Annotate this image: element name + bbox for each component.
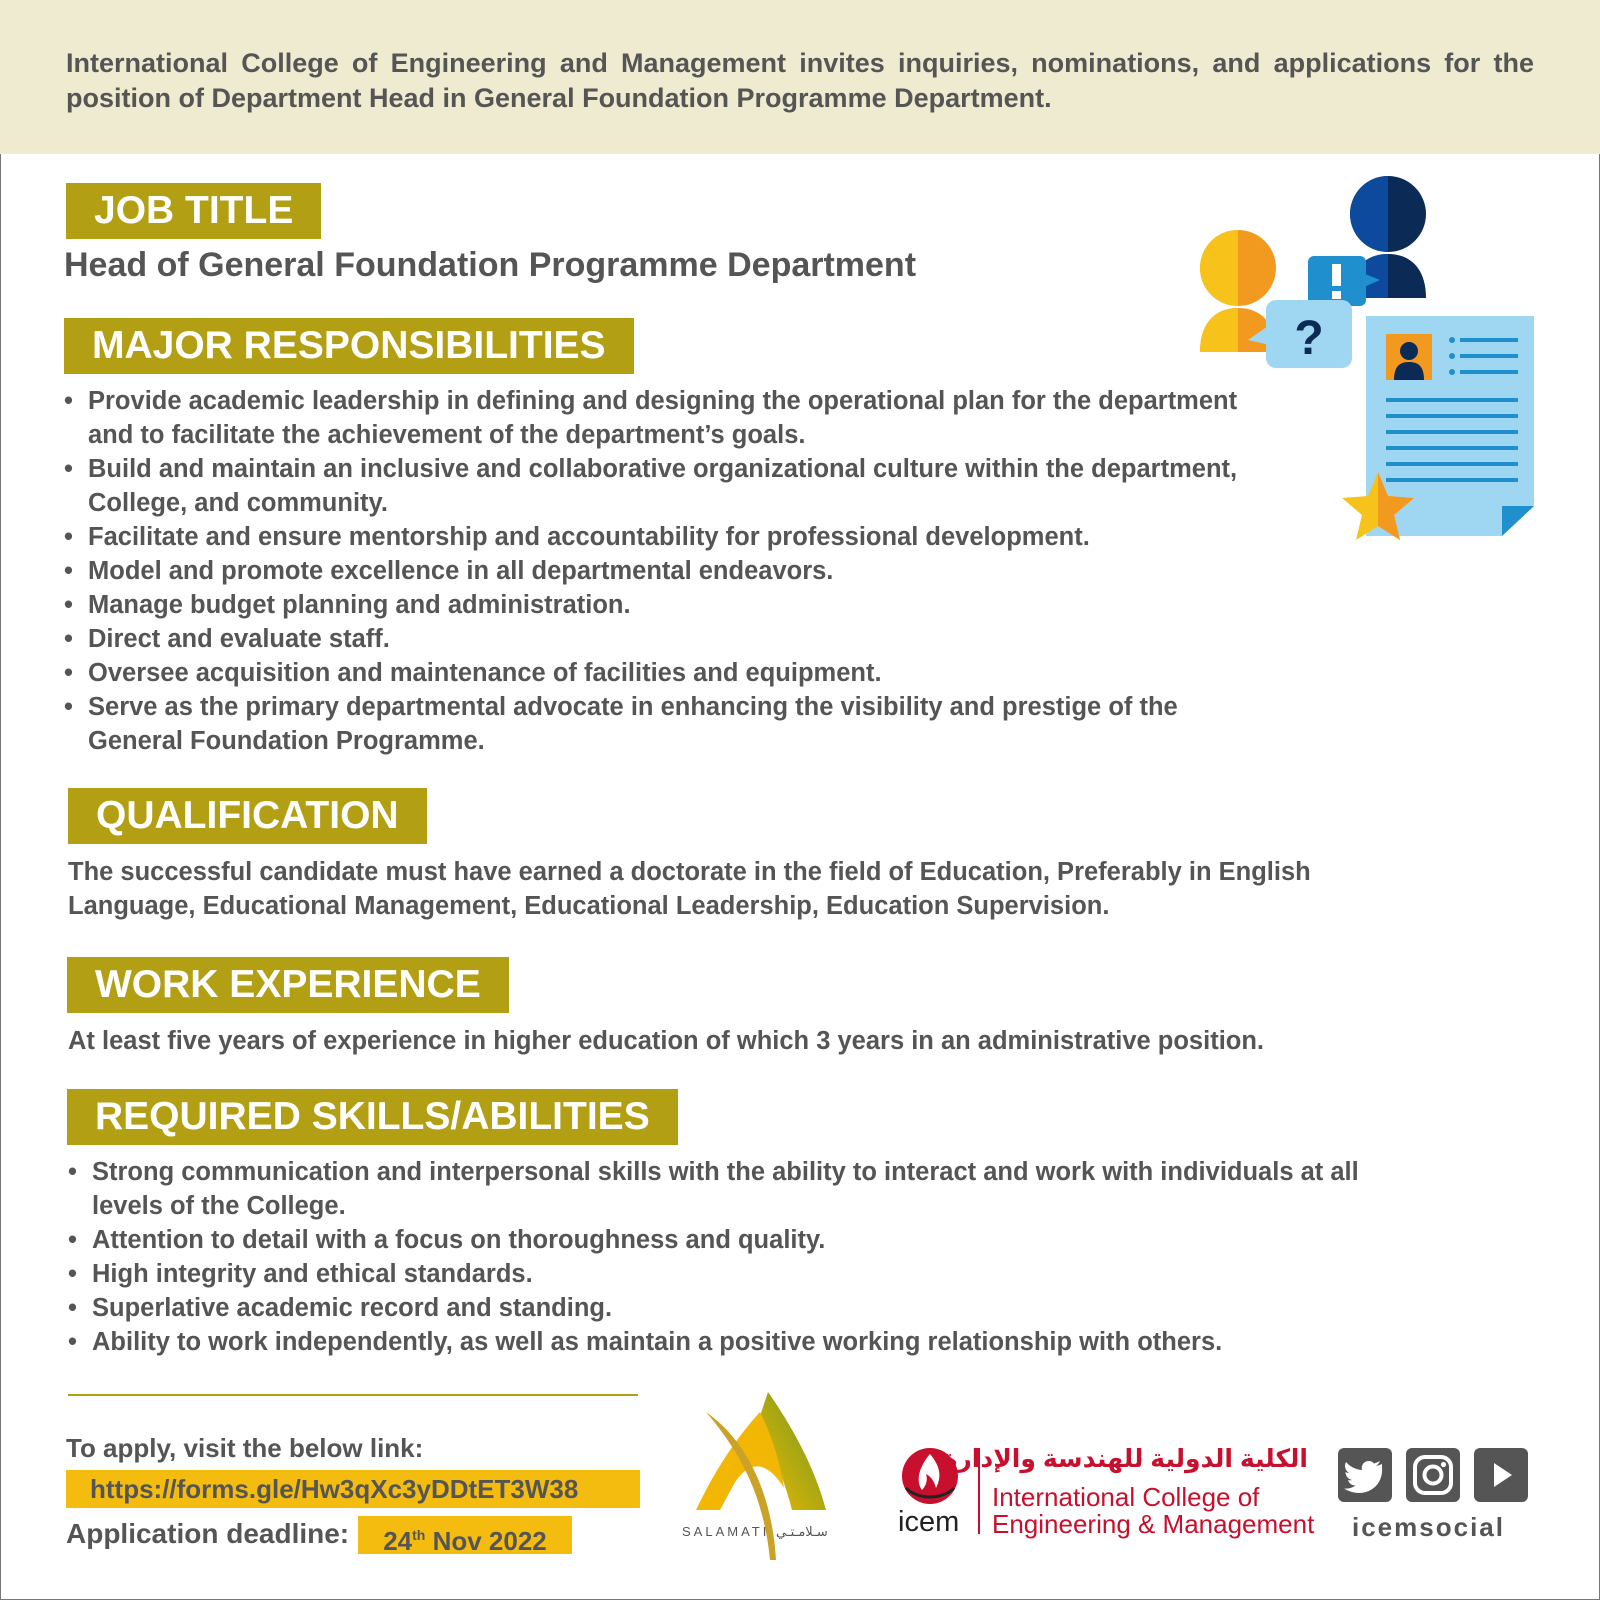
- job-title-heading: JOB TITLE: [66, 183, 321, 239]
- list-item: • Facilitate and ensure mentorship and accountability for professional development.: [64, 520, 1254, 554]
- deadline-day: 24: [383, 1526, 413, 1556]
- recruitment-illustration: [1200, 176, 1540, 566]
- experience-text: At least five years of experience in higher education of which 3 years in an administrative position.: [68, 1027, 1265, 1055]
- deadline-label: Application deadline:: [66, 1518, 350, 1549]
- list-item: • High integrity and ethical standards.: [68, 1257, 1368, 1291]
- question-bubble-icon: [1248, 300, 1352, 368]
- icem-arabic-name: الكلية الدولية للهندسة والإدارة: [942, 1445, 1308, 1473]
- deadline-suffix: th: [412, 1527, 426, 1543]
- icem-name-line1: International College of: [992, 1482, 1260, 1512]
- skills-heading: REQUIRED SKILLS/ABILITIES: [67, 1089, 678, 1145]
- responsibilities-heading: MAJOR RESPONSIBILITIES: [64, 318, 634, 374]
- apply-link[interactable]: https://forms.gle/Hw3qXc3yDDtET3W38: [66, 1470, 640, 1508]
- intro-text: International College of Engineering and Management invites inquiries, nominations, and applications for the position of Department Head in General Foundation Programme Department.: [66, 48, 1534, 113]
- footer-divider: [68, 1394, 638, 1396]
- qualification-heading: QUALIFICATION: [68, 788, 427, 844]
- list-item: • Oversee acquisition and maintenance of facilities and equipment.: [64, 656, 1254, 690]
- salamati-arabic: سـلامـتـي: [775, 1524, 828, 1539]
- svg-text:?: ?: [1294, 312, 1324, 365]
- salamati-text: SALAMATI: [682, 1524, 770, 1539]
- list-item: • Superlative academic record and standing.: [68, 1291, 1368, 1325]
- list-item: • Serve as the primary departmental advocate in enhancing the visibility and prestige of the General Foundation Programme.: [64, 690, 1254, 758]
- list-item: • Provide academic leadership in defining and designing the operational plan for the department and to facilitate the achievement of the department’s goals.: [64, 384, 1254, 452]
- list-item: • Strong communication and interpersonal skills with the ability to interact and work with individuals at all levels of the College.: [68, 1155, 1368, 1223]
- intro-banner: [0, 0, 1600, 154]
- list-item: • Model and promote excellence in all departmental endeavors.: [64, 554, 1254, 588]
- list-item: • Direct and evaluate staff.: [64, 622, 1254, 656]
- qualification-text: The successful candidate must have earned a doctorate in the field of Education, Preferably in English Language, Educational Management, Educational Leadership, Education Supervision.: [68, 858, 1311, 920]
- skills-list: [68, 1155, 1368, 1359]
- social-handle: icemsocial: [1352, 1512, 1505, 1542]
- apply-label: To apply, visit the below link:: [66, 1433, 424, 1463]
- list-item: • Ability to work independently, as well as maintain a positive working relationship with others.: [68, 1325, 1368, 1359]
- twitter-icon[interactable]: [1338, 1448, 1392, 1502]
- icem-name-line2: Engineering & Management: [992, 1509, 1315, 1539]
- icem-wordmark: icem: [898, 1506, 960, 1538]
- list-item: • Attention to detail with a focus on thoroughness and quality.: [68, 1223, 1368, 1257]
- list-item: • Manage budget planning and administration.: [64, 588, 1254, 622]
- job-title-value: Head of General Foundation Programme Department: [64, 246, 917, 284]
- instagram-icon[interactable]: [1406, 1448, 1460, 1502]
- salamati-logo: [676, 1392, 872, 1564]
- experience-heading: WORK EXPERIENCE: [67, 957, 509, 1013]
- deadline-rest: Nov 2022: [425, 1526, 547, 1556]
- responsibilities-list: [64, 384, 1254, 758]
- youtube-icon[interactable]: [1474, 1448, 1528, 1502]
- list-item: • Build and maintain an inclusive and collaborative organizational culture within the department, College, and community.: [64, 452, 1254, 520]
- deadline-date: [358, 1516, 572, 1554]
